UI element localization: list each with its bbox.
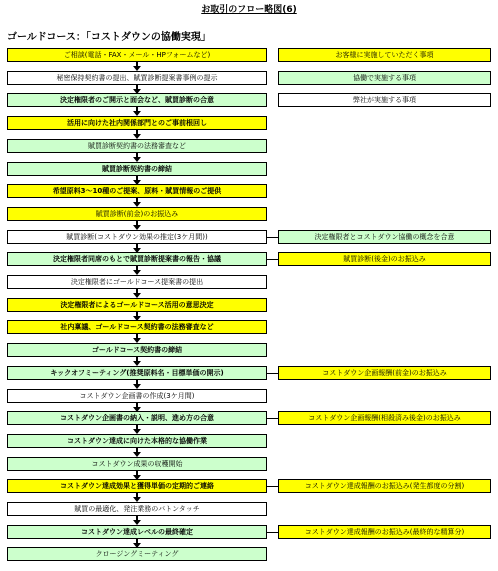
flow-step: 社内稟議、ゴールドコース契約書の法務審査など [7, 320, 267, 334]
flow-subtitle: ゴールドコース：「コストダウンの協働実現」 [7, 32, 211, 43]
down-arrow-icon [133, 380, 141, 389]
down-arrow-icon [133, 516, 141, 525]
connector-line [267, 486, 278, 487]
flow-step: 秘密保持契約書の提出、賦買診断提案書事例の提示 [7, 71, 267, 85]
page-title: お取引のフロー略図(6) [201, 5, 297, 15]
flow-step: 活用に向けた社内関係部門とのご事前根回し [7, 116, 267, 130]
flow-step: 賦買診断(前金)のお振込み [7, 207, 267, 221]
connector-line [267, 259, 278, 260]
down-arrow-icon [133, 62, 141, 71]
flow-step: キックオフミーティング(推奨原料名・目標単価の開示) [7, 366, 267, 380]
down-arrow-icon [133, 357, 141, 366]
legend-item: お客様に実施していただく事項 [278, 48, 491, 62]
flow-step: コストダウン企画書の納入・説明、進め方の合意 [7, 411, 267, 425]
down-arrow-icon [133, 448, 141, 457]
side-step: 決定権限者とコストダウン協働の概念を合意 [278, 230, 491, 244]
down-arrow-icon [133, 425, 141, 434]
flow-step: コストダウン達成効果と獲得単価の定期的ご連絡 [7, 479, 267, 493]
legend-item: 協働で実施する事項 [278, 71, 491, 85]
flow-step: 決定権限者のご開示と面会など、賦買診断の合意 [7, 93, 267, 107]
down-arrow-icon [133, 153, 141, 162]
flow-step: 決定権限者にゴールドコース提案書の提出 [7, 275, 267, 289]
flow-step: 賦買診断契約書の締結 [7, 162, 267, 176]
flow-step: ゴールドコース契約書の締結 [7, 343, 267, 357]
side-step: コストダウン達成報酬のお振込み(発生都度の分割) [278, 479, 491, 493]
connector-line [267, 418, 278, 419]
connector-line [267, 373, 278, 374]
flow-step: 決定権限者によるゴールドコース活用の意思決定 [7, 298, 267, 312]
side-step: コストダウン企画報酬(前金)のお振込み [278, 366, 491, 380]
down-arrow-icon [133, 221, 141, 230]
down-arrow-icon [133, 334, 141, 343]
down-arrow-icon [133, 107, 141, 116]
legend-item: 弊社が実施する事項 [278, 93, 491, 107]
down-arrow-icon [133, 198, 141, 207]
flow-step: コストダウン企画書の作成(3ケ月間) [7, 389, 267, 403]
side-step: コストダウン達成報酬のお振込み(最終的な精算分) [278, 525, 491, 539]
flow-step: 希望原料3～10種のご提案、原料・賦買情報のご提供 [7, 184, 267, 198]
flow-step: 賦買診断(コストダウン効果の推定(3ケ月間)) [7, 230, 267, 244]
flow-step: 賦買診断契約書の法務審査など [7, 139, 267, 153]
flow-step: クロージングミーティング [7, 547, 267, 561]
connector-line [267, 532, 278, 533]
flow-step: 賦買の最適化、発注業務のバトンタッチ [7, 502, 267, 516]
side-step: コストダウン企画報酬(相殺済み後金)のお振込み [278, 411, 491, 425]
flow-step: コストダウン達成レベルの最終確定 [7, 525, 267, 539]
flow-step: ご相談(電話・FAX・メール・HPフォームなど) [7, 48, 267, 62]
side-step: 賦買診断(後金)のお振込み [278, 252, 491, 266]
flow-step: コストダウン達成に向けた本格的な協働作業 [7, 434, 267, 448]
down-arrow-icon [133, 130, 141, 139]
flow-step: コストダウン成果の収穫開始 [7, 457, 267, 471]
flow-step: 決定権限者同席のもとで賦買診断提案書の報告・協議 [7, 252, 267, 266]
down-arrow-icon [133, 289, 141, 298]
connector-line [267, 237, 278, 238]
down-arrow-icon [133, 266, 141, 275]
down-arrow-icon [133, 493, 141, 502]
